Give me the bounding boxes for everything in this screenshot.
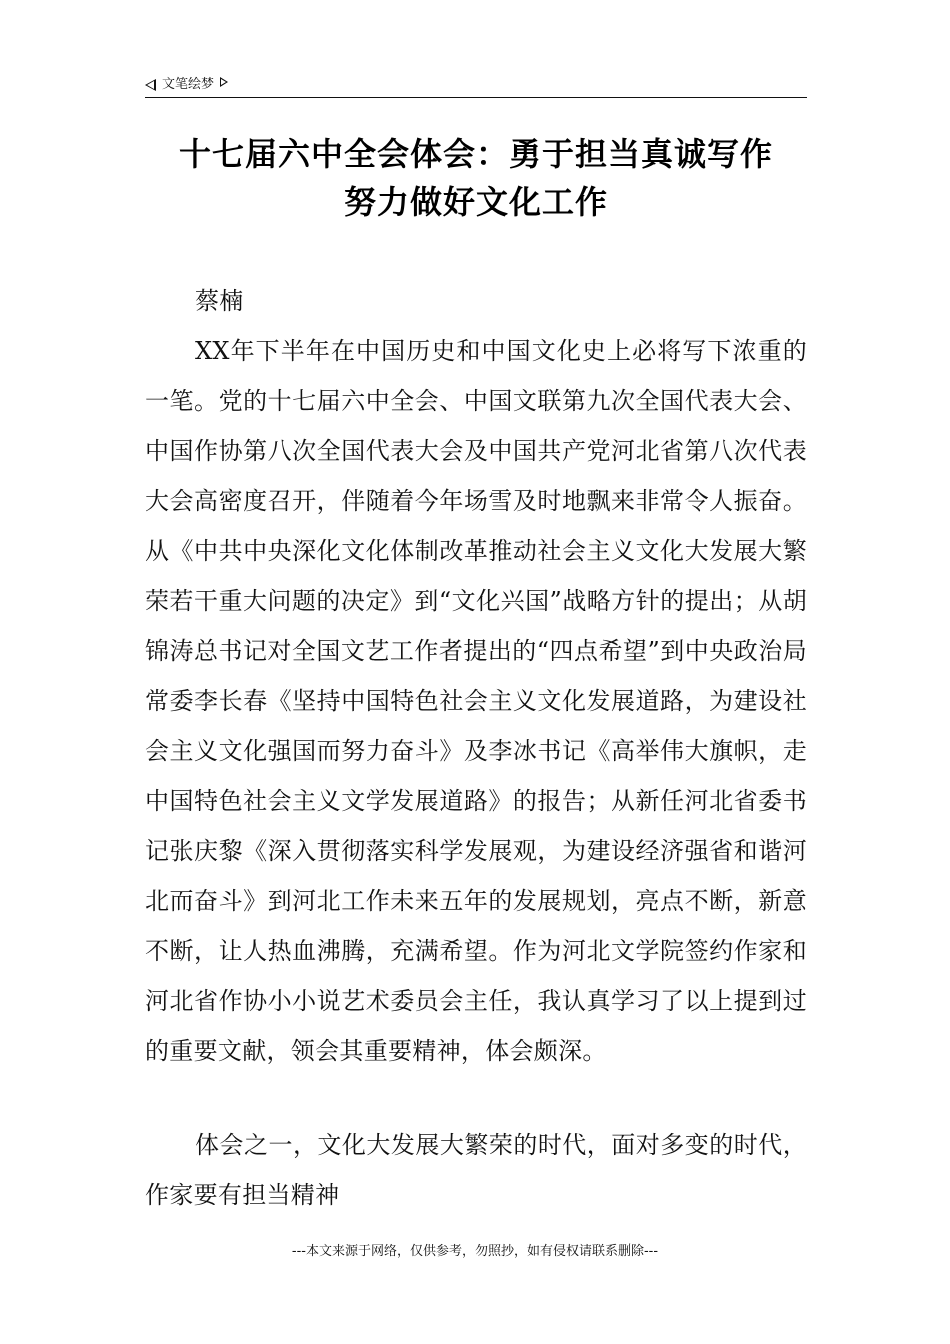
- document-title: [140, 130, 812, 226]
- triangle-right-icon: [220, 77, 228, 87]
- triangle-left-icon: [145, 79, 156, 91]
- paragraph-2: 体会之一，文化大发展大繁荣的时代，面对多变的时代，作家要有担当精神: [145, 1131, 807, 1209]
- header-divider: [145, 97, 807, 98]
- footer-disclaimer: ---本文来源于网络，仅供参考，勿照抄，如有侵权请联系删除---: [291, 1244, 659, 1259]
- page-header: [145, 74, 807, 96]
- author-name: 蔡楠: [195, 287, 244, 315]
- title-line-1: 十七届六中全会体会：勇于担当真诚写作: [178, 135, 773, 173]
- header-label: 文笔绘梦: [162, 77, 215, 92]
- title-line-2: 努力做好文化工作: [343, 183, 608, 221]
- paragraph-1: XX年下半年在中国历史和中国文化史上必将写下浓重的一笔。党的十七届六中全会、中国文联第九次全国代表大会、中国作协第八次全国代表大会及中国共产党河北省第八次代表大会高密度召开，伴随着今年场雪及时地飘来非常令人振奋。从《中共中央深化文化体制改革推动社会主义文化大发展大繁荣若干重大问题的决定》到“文化兴国”战略方针的提出；从胡锦涛总书记对全国文艺工作者提出的“四点希望”到中央政治局常委李长春《坚持中国特色社会主义文化发展道路，为建设社会主义文化强国而努力奋斗》及李冰书记《高举伟大旗帜，走中国特色社会主义文学发展道路》的报告；从新任河北省委书记张庆黎《深入贯彻落实科学发展观，为建设经济强省和谐河北而奋斗》到河北工作未来五年的发展规划，亮点不断，新意不断，让人热血沸腾，充满希望。作为河北文学院签约作家和河北省作协小小说艺术委员会主任，我认真学习了以上提到过的重要文献，领会其重要精神，体会颇深。: [145, 337, 807, 1065]
